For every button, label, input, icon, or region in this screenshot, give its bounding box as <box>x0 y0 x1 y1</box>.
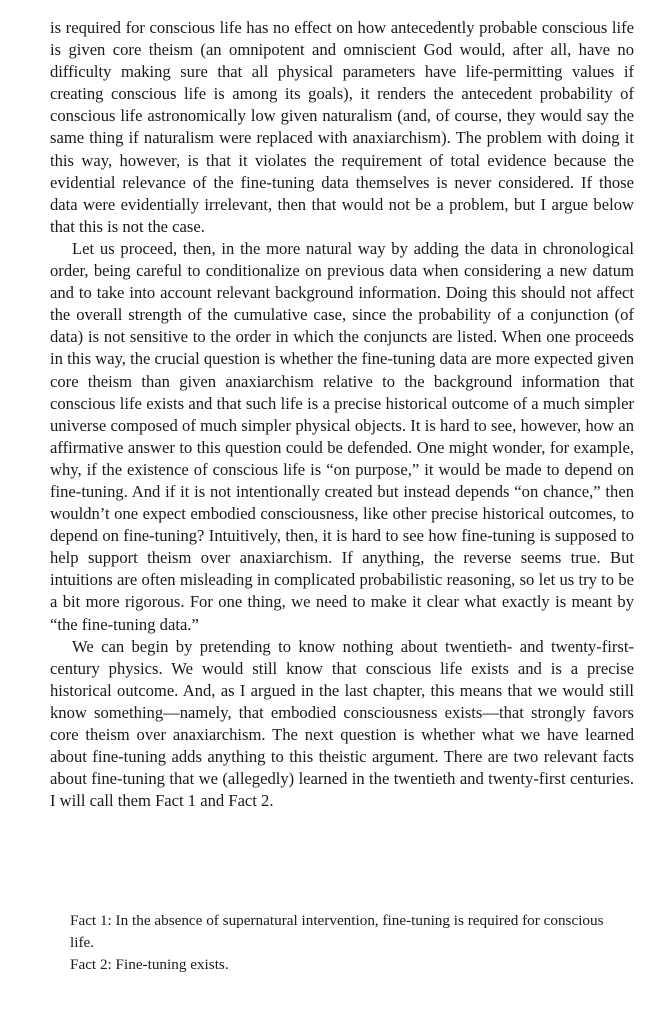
body-text <box>50 17 634 812</box>
facts-list <box>70 910 630 976</box>
paragraph-2: Let us proceed, then, in the more natural way by adding the data in chronological order, being careful to conditionalize on previous data when considering a new datum and to take into account relevant background information. Doing this should not affect the overall strength of the cumulative case, since the probability of a conjunction (of data) is not sensitive to the order in which the conjuncts are listed. When one proceeds in this way, the crucial question is whether the fine-tuning data are more expected given core theism than given anaxiarchism relative to the background information that conscious life exists and that such life is a precise historical outcome of a much simpler universe composed of much simpler physical objects. It is hard to see, however, how an affirmative answer to this question could be defended. One might wonder, for example, why, if the existence of conscious life is “on purpose,” it would be made to depend on fine-tuning. And if it is not intentionally created but instead depends “on chance,” then wouldn’t one expect embodied consciousness, like other precise historical outcomes, to depend on fine-tuning? Intuitively, then, it is hard to see how fine-tuning is supposed to help support theism over anaxiarchism. If anything, the reverse seems true. But intuitions are often misleading in complicated probabilistic reasoning, so let us try to be a bit more rigorous. For one thing, we need to make it clear what exactly is meant by “the fine-tuning data.” <box>50 238 634 634</box>
fact-1: Fact 1: In the absence of supernatural intervention, fine-tuning is required for conscious life. <box>70 912 604 951</box>
paragraph-3: We can begin by pretending to know nothing about twentieth- and twenty-first-century physics. We would still know that conscious life exists and is a precise historical outcome. And, as I argued in the last chapter, this means that we would still know something—namely, that embodied consciousness exists—that strongly favors core theism over anaxiarchism. The next question is whether what we have learned about fine-tuning adds anything to this theistic argument. There are two relevant facts about fine-tuning that we (allegedly) learned in the twentieth and twenty-first centuries. I will call them Fact 1 and Fact 2. <box>50 636 634 811</box>
paragraph-1: is required for conscious life has no effect on how antecedently probable conscious life is given core theism (an omnipotent and omniscient God would, after all, have no difficulty making sure that all physical parameters have life-permitting values if creating conscious life is among its goals), it renders the antecedent probability of conscious life astronomically low given naturalism (and, of course, they would say the same thing if naturalism were replaced with anaxiarchism). The problem with doing it this way, however, is that it violates the requirement of total evidence because the evidential relevance of the fine-tuning data themselves is never considered. If those data were evidentially irrelevant, then that would not be a problem, but I argue below that this is not the case. <box>50 18 634 236</box>
fact-2: Fact 2: Fine-tuning exists. <box>70 956 229 973</box>
